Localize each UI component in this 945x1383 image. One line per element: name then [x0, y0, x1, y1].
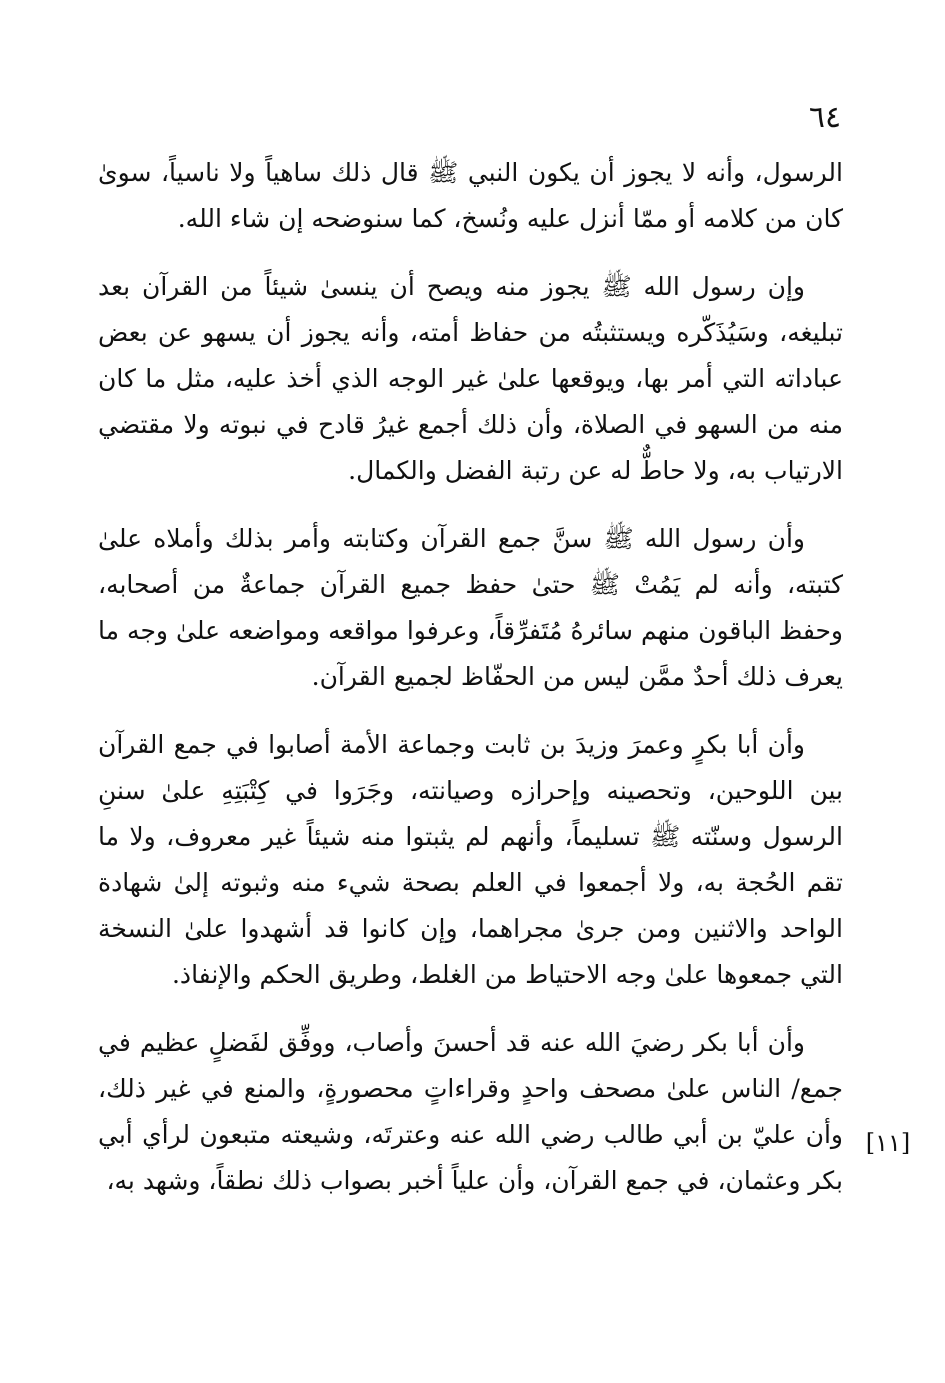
paragraph-5: وأن أبا بكر رضيَ الله عنه قد أحسنَ وأصاب، ووفِّق لفَضلٍ عظيم في جمع/ الناس علىٰ مصحف واحدٍ وقراءاتٍ محصورةٍ، والمنع في غير ذلك، وأن عليّ بن أبي طالب رضي الله عنه وعترتَه، وشيعته متبعون لرأي أبي بكر وعثمان، في جمع القرآن، وأن علياً أخبر بصواب ذلك نطقاً، وشهد به، — [98, 1028, 843, 1195]
paragraph-4: وأن أبا بكرٍ وعمرَ وزيدَ بن ثابت وجماعة الأمة أصابوا في جمع القرآن بين اللوحين، وتحصينه وإحرازه وصيانته، وجَرَوا في كِتْبَتِهِ علىٰ سننِ الرسول وسنّته ﷺ تسليماً، وأنهم لم يثبتوا منه شيئاً غير معروف، ولا ما تقم الحُجة به، ولا أجمعوا في العلم بصحة شيء منه وثبوته إلىٰ شهادة الواحد والاثنين ومن جرىٰ مجراهما، وإن كانوا قد أشهدوا علىٰ النسخة التي جمعوها علىٰ وجه الاحتياط من الغلط، وطريق الحكم والإنفاذ. — [98, 730, 843, 989]
body-text — [98, 150, 843, 1226]
paragraph-1: الرسول، وأنه لا يجوز أن يكون النبي ﷺ قال ذلك ساهياً ولا ناسياً، سوىٰ كان من كلامه أو ممّا أنزل عليه ونُسخ، كما سنوضحه إن شاء الله. — [98, 158, 843, 233]
paragraph-3: وأن رسول الله ﷺ سنَّ جمع القرآن وكتابته وأمر بذلك وأملاه علىٰ كتبته، وأنه لم يَمُتْ ﷺ حتىٰ حفظ جميع القرآن جماعةٌ من أصحابه، وحفظ الباقون منهم سائرهُ مُتَفرِّقاً، وعرفوا مواقعه ومواضعه علىٰ وجه ما يعرف ذلك أحدٌ ممَّن ليس من الحفّاظ لجميع القرآن. — [98, 524, 843, 691]
paragraph-2: وإن رسول الله ﷺ يجوز منه ويصح أن ينسىٰ شيئاً من القرآن بعد تبليغه، وسَيُذَكّره ويستثبتُه من حفاظ أمته، وأنه يجوز أن يسهو عن بعض عباداته التي أمر بها، ويوقعها علىٰ غير الوجه الذي أخذ عليه، مثل ما كان منه من السهو في الصلاة، وأن ذلك أجمع غيرُ قادح في نبوته ولا مقتضي الارتياب به، ولا حاطٌّ له عن رتبة الفضل والكمال. — [98, 272, 843, 485]
manuscript-folio-marker: [١١] — [865, 1129, 911, 1157]
page-number: ٦٤ — [808, 100, 842, 135]
